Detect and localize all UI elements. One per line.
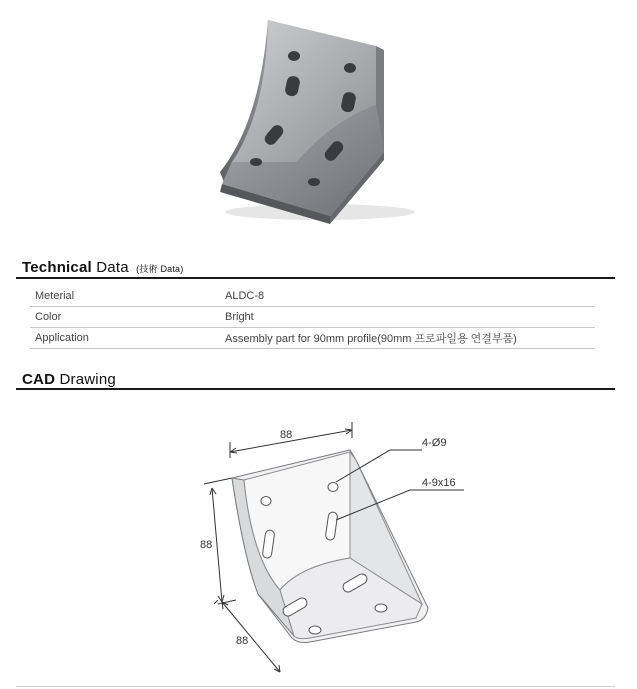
table-row [30, 328, 595, 349]
spec-value: Assembly part for 90mm profile(90mm 프로파일용 연결부품) [220, 328, 595, 349]
dim-depth: 88 [236, 635, 249, 647]
slot-callout: 4-9x16 [422, 477, 456, 489]
dim-width: 88 [280, 429, 293, 441]
bottom-divider [16, 686, 615, 687]
technical-title-bold: Technical [22, 259, 92, 276]
section-divider [16, 277, 615, 279]
cad-title-bold: CAD [22, 371, 56, 388]
cad-title-rest: Drawing [59, 371, 116, 388]
spec-table [30, 286, 595, 349]
product-photo [210, 12, 426, 230]
technical-title-sub: (技術 Data) [136, 264, 184, 274]
spec-label: Meterial [30, 286, 220, 307]
section-divider [16, 388, 615, 390]
hole-callout: 4-Ø9 [422, 437, 447, 449]
technical-title-rest: Data [96, 259, 129, 276]
spec-value: ALDC-8 [220, 286, 595, 307]
cad-drawing [160, 408, 480, 683]
table-row [30, 286, 595, 307]
cad-drawing-heading [22, 371, 116, 388]
spec-label: Color [30, 307, 220, 328]
technical-data-heading [22, 259, 183, 276]
dim-height: 88 [200, 539, 213, 551]
spec-label: Application [30, 328, 220, 349]
spec-value: Bright [220, 307, 595, 328]
table-row [30, 307, 595, 328]
